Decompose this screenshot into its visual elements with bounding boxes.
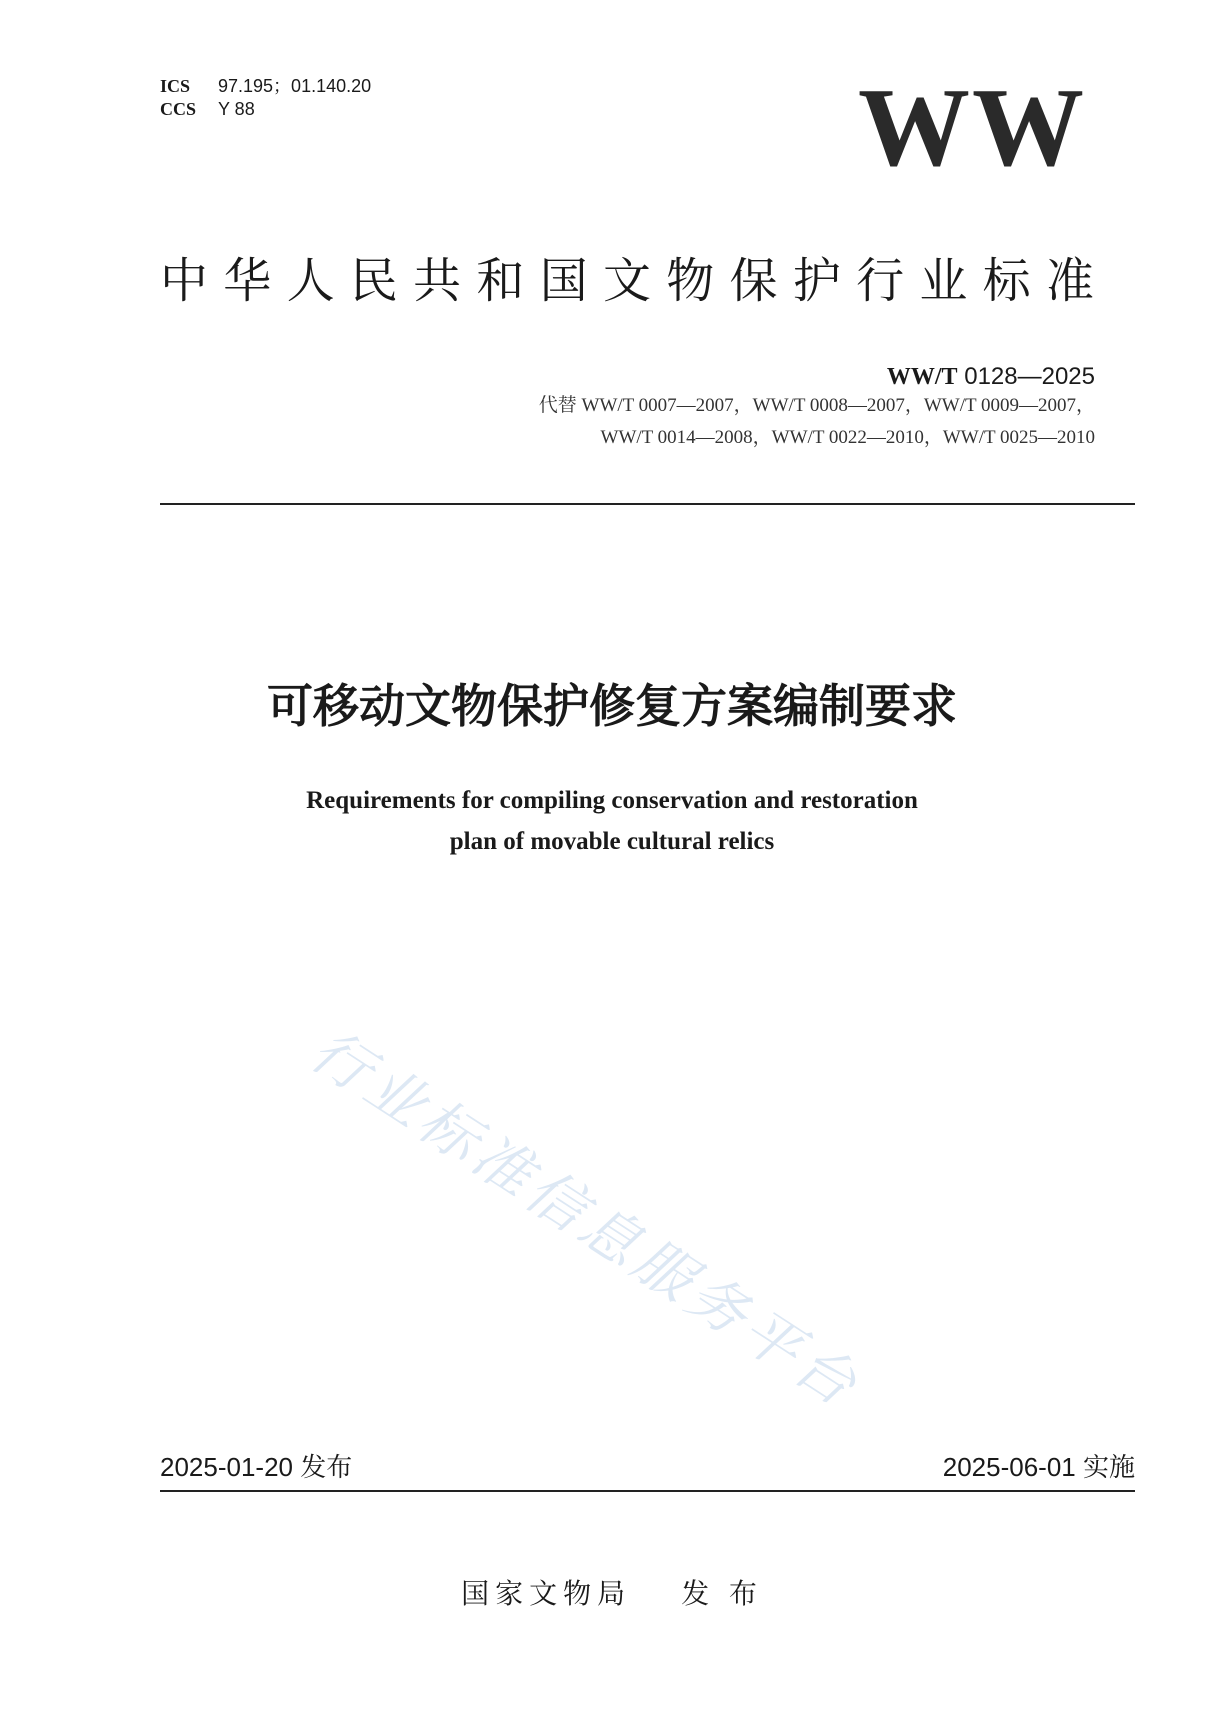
standard-category-char: 中 xyxy=(160,255,209,308)
issue-date: 2025-01-20 发布 xyxy=(160,1452,353,1482)
ics-label: ICS xyxy=(160,76,191,96)
ccs-code xyxy=(160,98,255,120)
standard-category-char: 物 xyxy=(666,255,715,308)
replaces-line-1: 代替 WW/T 0007—2007，WW/T 0008—2007，WW/T 0009—2007， xyxy=(538,395,1095,416)
ccs-label: CCS xyxy=(160,99,197,119)
standard-category-char: 行 xyxy=(856,255,905,308)
implementation-date: 2025-06-01 实施 xyxy=(942,1452,1135,1482)
standard-category-title xyxy=(160,252,1094,312)
standard-number xyxy=(887,362,1095,392)
document-title-cn: 可移动文物保护修复方案编制要求 xyxy=(267,680,957,732)
standard-number-value: 0128—2025 xyxy=(964,363,1095,390)
standard-category-char: 保 xyxy=(729,255,778,308)
header-divider xyxy=(160,503,1135,505)
document-title-en-line-2: plan of movable cultural relics xyxy=(449,828,775,855)
publisher-name: 国家文物局 xyxy=(461,1578,632,1609)
replaces-line-2: WW/T 0014—2008，WW/T 0022—2010，WW/T 0025—2010 xyxy=(600,427,1095,448)
standard-category-char: 人 xyxy=(286,255,335,308)
standard-category-char: 民 xyxy=(349,255,398,308)
standard-category-char: 国 xyxy=(539,255,588,308)
document-title-en-line-1: Requirements for compiling conservation and restoration xyxy=(306,787,918,814)
standard-category-char: 业 xyxy=(919,255,968,308)
standard-category-char: 标 xyxy=(982,255,1031,308)
standard-category-char: 护 xyxy=(792,255,841,308)
standard-number-prefix: WW/T xyxy=(886,364,958,390)
standard-category-char: 准 xyxy=(1045,255,1094,308)
footer-divider xyxy=(160,1490,1135,1492)
publisher xyxy=(0,1576,1224,1612)
ics-code xyxy=(160,75,371,97)
ccs-value: Y 88 xyxy=(218,99,255,119)
standard-category-char: 共 xyxy=(413,255,462,308)
standard-category-char: 和 xyxy=(476,255,525,308)
ics-value: 97.195；01.140.20 xyxy=(218,76,372,96)
ww-logo: WW xyxy=(858,66,1086,190)
publisher-action: 发 布 xyxy=(681,1578,763,1609)
standard-category-char: 华 xyxy=(223,255,272,308)
standard-category-char: 文 xyxy=(602,255,651,308)
watermark: 行业标准信息服务平台 xyxy=(299,1017,872,1421)
